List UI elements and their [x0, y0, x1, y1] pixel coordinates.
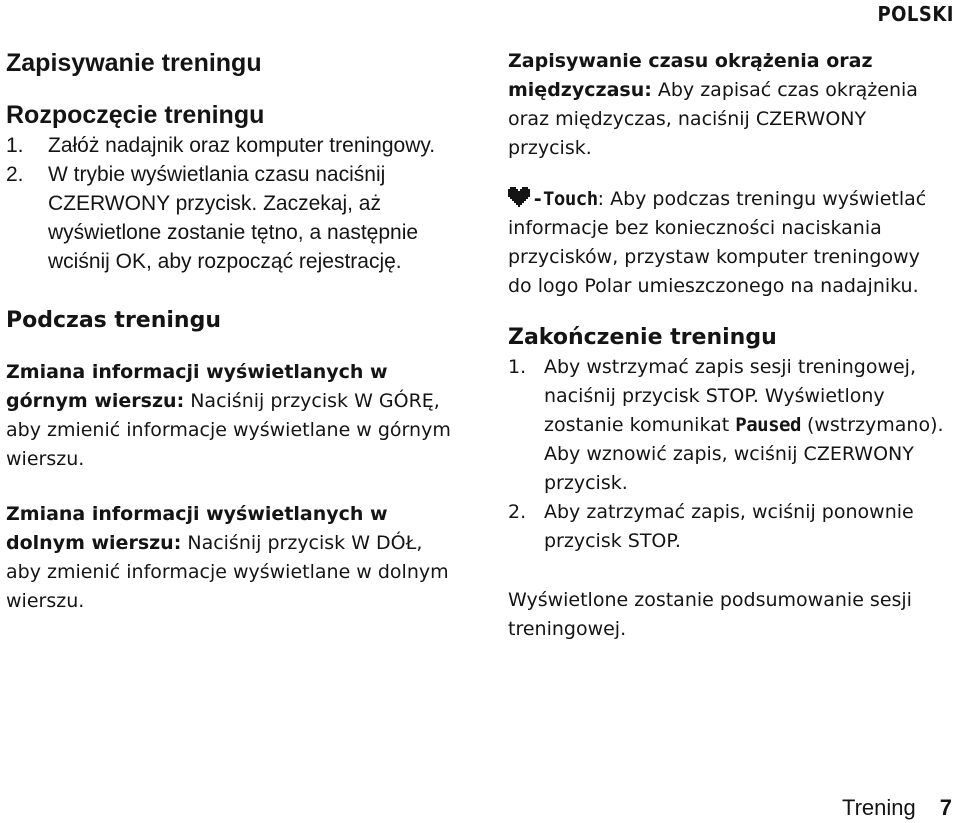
- summary-paragraph: Wyświetlone zostanie podsumowanie sesji treningowej.: [508, 589, 912, 640]
- step-number: 1.: [6, 134, 24, 157]
- section-title: Zapisywanie treningu: [6, 49, 262, 77]
- lap-text: Aby zapisać czas okrążenia oraz międzyczas, naciśnij CZERWONY przycisk.: [508, 79, 918, 159]
- paused-label: Paused: [735, 414, 801, 436]
- list-item: [508, 353, 948, 498]
- lap-key: Zapisywanie czasu okrążenia oraz międzyczasu:: [508, 50, 873, 101]
- during-heading: Podczas treningu: [6, 308, 221, 333]
- page-footer: [842, 795, 952, 821]
- step-text: W trybie wyświetlania czasu naciśnij CZERWONY przycisk. Zaczekaj, aż wyświetlone zostanie tętno, a następnie wciśnij OK, aby rozpocząć rejestrację.: [48, 163, 419, 273]
- list-item: [6, 131, 456, 160]
- start-steps: [6, 131, 456, 276]
- list-item: [6, 160, 456, 276]
- lap-paragraph: [508, 47, 948, 163]
- lower-row-paragraph: [6, 500, 456, 616]
- step-text: [544, 353, 948, 498]
- touch-paragraph: [508, 185, 948, 301]
- touch-text: : Aby podczas treningu wyświetlać informacje bez konieczności naciskania przycisków, przystaw komputer treningowy do logo Polar umieszczonego na nadajniku.: [508, 188, 927, 297]
- step-number: 1.: [508, 356, 527, 378]
- heart-icon: [508, 187, 530, 207]
- end-heading: Zakończenie treningu: [508, 325, 777, 350]
- left-column: [6, 47, 456, 616]
- step-number: 2.: [6, 163, 24, 186]
- list-item: [508, 498, 948, 556]
- lower-row-key: Zmiana informacji wyświetlanych w dolnym wierszu:: [6, 503, 388, 554]
- upper-row-key: Zmiana informacji wyświetlanych w górnym wierszu:: [6, 361, 388, 412]
- step-text-b: (wstrzymano). Aby wznowić zapis, wciśnij CZERWONY przycisk.: [544, 414, 944, 494]
- lower-row-text: Naciśnij przycisk W DÓŁ, aby zmienić informacje wyświetlane w dolnym wierszu.: [6, 532, 449, 612]
- footer-section: Trening: [841, 795, 916, 820]
- right-column: [508, 47, 948, 644]
- upper-row-paragraph: [6, 358, 456, 474]
- step-number: 2.: [508, 501, 527, 523]
- touch-label: -Touch: [532, 188, 598, 210]
- start-heading: Rozpoczęcie treningu: [6, 101, 265, 129]
- step-text: Załóż nadajnik oraz komputer treningowy.: [48, 134, 436, 157]
- page-number: 7: [939, 795, 952, 820]
- upper-row-text: Naciśnij przycisk W GÓRĘ, aby zmienić informacje wyświetlane w górnym wierszu.: [6, 390, 451, 470]
- end-steps: [508, 353, 948, 556]
- language-label: POLSKI: [877, 2, 954, 26]
- step-text: Aby zatrzymać zapis, wciśnij ponownie przycisk STOP.: [544, 501, 914, 552]
- step-text-a: Aby wstrzymać zapis sesji treningowej, naciśnij przycisk STOP. Wyświetlony zostanie komunikat: [544, 356, 917, 436]
